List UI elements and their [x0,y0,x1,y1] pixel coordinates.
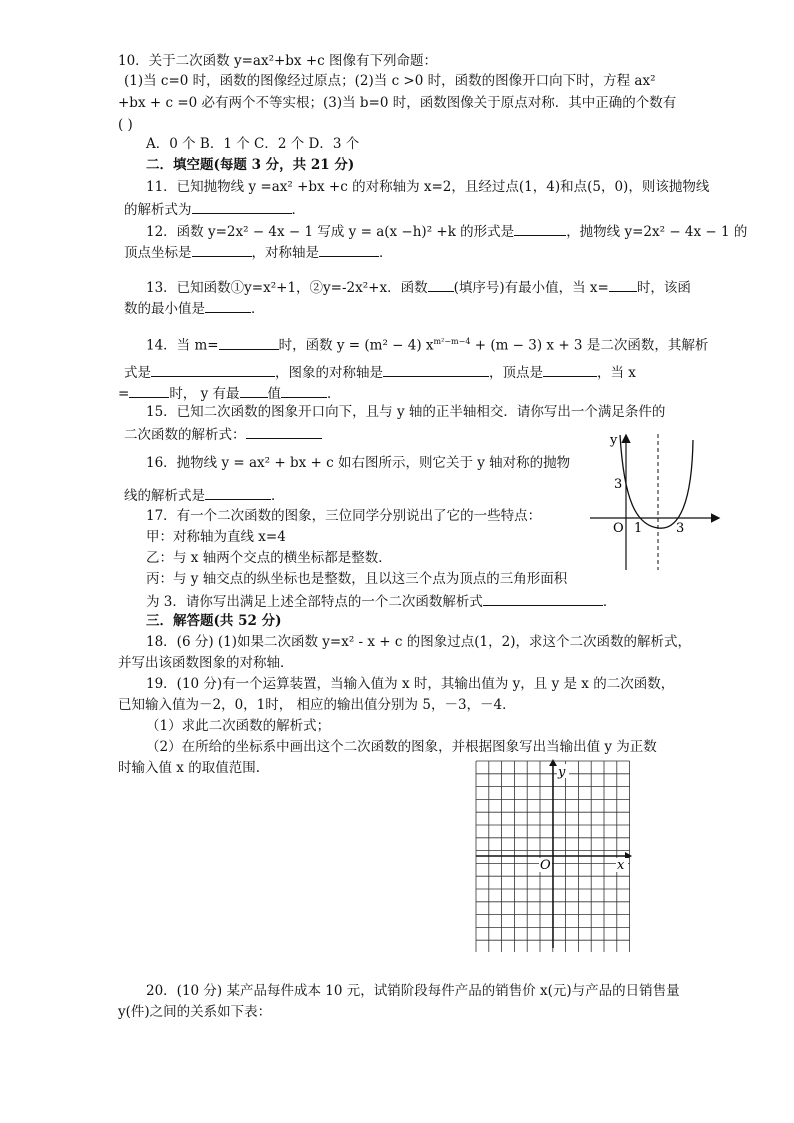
q14-blank-vertex[interactable] [543,362,597,377]
grid-origin-label: O [540,858,551,873]
q19-line-5: 时输入值 x 的取值范围. [118,760,260,776]
q14-text-e: ，图象的对称轴是 [275,365,383,381]
q10-line-2: (1)当 c=0 时，函数的图像经过原点；(2)当 c >0 时，函数的图像开口向下时，方程 ax² [124,73,656,89]
q16-answer-blank[interactable] [205,485,271,500]
q17-answer-blank[interactable] [483,591,603,606]
q18-line-1: 18．(6 分) (1)如果二次函数 y=x² - x + c 的图象过点(1，2)，求这个二次函数的解析式， [146,634,691,650]
q10-line-3: +bx + c =0 必有两个不等实根；(3)当 b=0 时，函数图像关于原点对称．其中正确的个数有 [118,95,677,111]
q14-text-d: 式是 [124,365,151,381]
q14-text-a: 14．当 m= [146,337,219,354]
q11-line-1: 11．已知抛物线 y =ax² +bx +c 的对称轴为 x=2，且经过点(1，4)和点(5，0)，则该抛物线 [146,179,710,195]
q14-line-2 [124,362,636,382]
q17-line-2: 甲：对称轴为直线 x=4 [146,529,286,545]
q12-blank-1[interactable] [514,221,566,236]
q14-line-3: = 时， y 有最 值 ． [118,383,341,403]
parabola-graph [580,430,730,575]
q14-text-h: = [118,386,130,402]
q14-blank-axis[interactable] [383,362,489,377]
q13-text-b: (填序号)有最小值，当 x= [453,280,609,296]
graph-origin: O [613,521,624,536]
q13-text-c: 时，该函 [636,280,691,296]
q12-blank-2[interactable] [192,242,252,257]
q16-line-1: 16．抛物线 y = ax² + bx + c 如右图所示，则它关于 y 轴对称的抛物 [146,455,571,471]
q14-blank-x[interactable] [129,383,169,398]
graph-label-3-y: 3 [614,477,623,492]
q14-blank-expr[interactable] [151,362,275,377]
q15-line-2 [124,424,322,444]
q14-text-j: 值 [267,386,282,402]
q20-line-2: y(件)之间的关系如下表： [118,1004,272,1020]
graph-label-3-x: 3 [676,521,685,536]
section-3-heading: 三．解答题(共 52 分) [146,613,282,629]
q15-text: 二次函数的解析式： [124,427,246,443]
q12-text-a: 12．函数 y=2x² − 4x − 1 写成 y = a(x −h)² +k 的形式是 [146,224,515,240]
q14-text-b: 时，函数 y = (m² − 4) x [278,337,434,354]
coordinate-grid [474,758,636,952]
q13-blank-2[interactable] [609,277,637,292]
section-2-heading: 二．填空题(每题 3 分，共 21 分) [146,157,355,173]
q15-answer-blank[interactable] [246,424,322,439]
q12-blank-3[interactable] [319,242,379,257]
q19-line-4: （2）在所给的坐标系中画出这个二次函数的图象，并根据图象写出当输出值 y 为正数 [146,739,657,755]
q10-line-4: ( ) [118,117,133,133]
q17-text: 为 3．请你写出满足上述全部特点的一个二次函数解析式 [146,594,483,610]
q15-line-1: 15．已知二次函数的图象开口向下，且与 y 轴的正半轴相交．请你写出一个满足条件的 [146,404,666,420]
q16-line-2: 线的解析式是 ． [124,485,285,505]
q13-blank-1[interactable] [428,277,454,292]
q14-text-f: ，顶点是 [489,365,543,381]
q17-line-3: 乙：与 x 轴两个交点的横坐标都是整数． [146,550,392,566]
q13-text-a: 13．已知函数①y=x²+1，②y=-2x²+x．函数 [146,280,428,296]
q17-line-5: 为 3．请你写出满足上述全部特点的一个二次函数解析式 ． [146,591,616,611]
q12-line-1 [146,221,747,241]
parabola-curve [620,435,693,528]
q10-options: A．0 个 B．1 个 C．2 个 D．3 个 [146,136,360,152]
q17-line-4: 丙：与 y 轴交点的纵坐标也是整数，且以这三个点为顶点的三角形面积 [146,571,568,587]
graph-y-label: y [610,433,618,448]
q12-text-b: ，抛物线 y=2x² − 4x − 1 的 [566,224,748,240]
q11-text: 的解析式为 [124,202,192,218]
q14-text-i: 时， y 有最 [169,386,240,402]
q20-line-1: 20．(10 分) 某产品每件成本 10 元，试销阶段每件产品的销售价 x(元)与产品的日销售量 [146,983,680,999]
q14-text-g: ，当 x [597,365,636,381]
q12-line-2: 顶点坐标是 ，对称轴是 ． [124,242,393,262]
q19-line-1: 19．(10 分)有一个运算装置，当输入值为 x 时，其输出值为 y，且 y 是 x 的二次函数， [146,676,675,692]
q13-text-d: 数的最小值是 [124,301,205,317]
q14-blank-m[interactable] [219,335,279,350]
grid-y-label: y [558,765,566,780]
graph-label-1: 1 [634,521,643,536]
grid-y-arrow [549,759,557,766]
q14-line-1 [146,333,708,355]
q13-line-1 [146,277,691,297]
q19-line-2: 已知输入值为－2，0，1时， 相应的输出值分别为 5，－3，－4． [118,697,516,713]
q11-answer-blank[interactable] [192,199,292,214]
q14-text-c: + (m − 3) x + 3 是二次函数，其解析 [470,337,709,354]
q10-line-1: 10．关于二次函数 y=ax²+bx +c 图像有下列命题： [118,53,438,69]
q12-text-d: ，对称轴是 [251,245,319,261]
q12-text-c: 顶点坐标是 [124,245,192,261]
q11-line-2: 的解析式为 ． [124,199,305,219]
q17-line-1: 17．有一个二次函数的图象，三位同学分别说出了它的一些特点： [146,508,542,524]
q14-blank-maxmin[interactable] [240,383,268,398]
q13-blank-3[interactable] [205,298,251,313]
grid-x-label: x [617,858,625,873]
q14-exponent: m²−m−4 [433,337,471,346]
q13-line-2: 数的最小值是 ． [124,298,265,318]
q14-blank-value[interactable] [281,383,327,398]
q16-text: 线的解析式是 [124,488,205,504]
q18-line-2: 并写出该函数图象的对称轴． [118,655,294,671]
q19-line-3: （1）求此二次函数的解析式； [146,718,331,734]
